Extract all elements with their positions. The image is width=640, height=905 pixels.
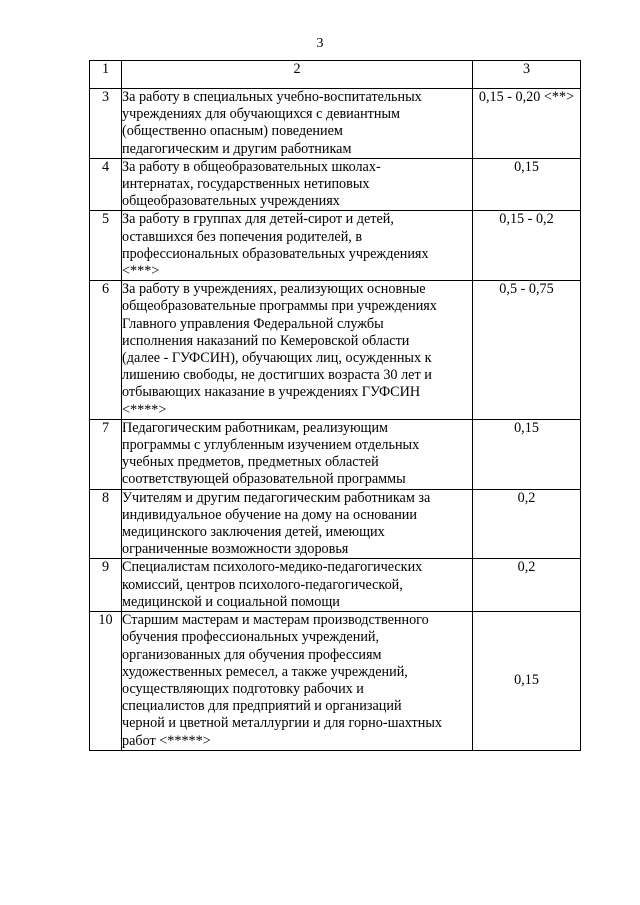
description-line: отбывающих наказание в учреждениях ГУФСИН [122, 384, 421, 401]
description-line: Учителям и другим педагогическим работникам за [122, 489, 431, 506]
description-line: общеобразовательных учреждениях [122, 193, 340, 210]
row-description [122, 489, 473, 559]
row-value: 0,15 - 0,2 [473, 211, 581, 281]
description-line: (общественно опасным) поведением [122, 123, 343, 140]
row-value: 0,2 [473, 489, 581, 559]
row-number: 7 [90, 419, 122, 489]
description-line: программы с углубленным изучением отдельных [122, 437, 420, 454]
table-row [90, 89, 581, 159]
description-line: специалистов для предприятий и организаций [122, 698, 402, 715]
table-row [90, 281, 581, 420]
allowance-table [89, 60, 581, 751]
description-line: ограниченные возможности здоровья [122, 541, 349, 558]
table-row [90, 559, 581, 612]
description-line: За работу в специальных учебно-воспитательных [122, 89, 422, 105]
row-number: 9 [90, 559, 122, 612]
description-line: профессиональных образовательных учреждениях [122, 245, 429, 262]
header-col-2: 2 [122, 61, 473, 89]
row-number: 5 [90, 211, 122, 281]
row-value: 0,5 - 0,75 [473, 281, 581, 420]
table-row [90, 612, 581, 751]
row-value: 0,15 [473, 419, 581, 489]
page-number: 3 [316, 36, 324, 51]
description-line: медицинского заключения детей, имеющих [122, 524, 385, 541]
row-description [122, 211, 473, 281]
row-number: 4 [90, 158, 122, 211]
description-line: художественных ремесел, а также учреждений, [122, 663, 408, 680]
description-line: интернатах, государственных нетиповых [122, 176, 370, 193]
description-line: За работу в группах для детей-сирот и детей, [122, 211, 394, 228]
table-row [90, 489, 581, 559]
description-line: лишению свободы, не достигших возраста 30 лет и [122, 367, 432, 384]
description-line: <***> [122, 263, 160, 280]
description-line: исполнения наказаний по Кемеровской области [122, 332, 410, 349]
table-row [90, 158, 581, 211]
row-number: 10 [90, 612, 122, 751]
description-line: организованных для обучения профессиям [122, 646, 382, 663]
row-description [122, 281, 473, 420]
table-header-row [90, 61, 581, 89]
description-line: работ <*****> [122, 732, 211, 749]
row-description [122, 158, 473, 211]
description-line: осуществляющих подготовку рабочих и [122, 680, 364, 697]
row-description [122, 419, 473, 489]
row-number: 6 [90, 281, 122, 420]
row-value: 0,15 - 0,20 <**> [473, 89, 581, 159]
description-line: индивидуальное обучение на дому на основании [122, 506, 417, 523]
description-line: учреждениях для обучающихся с девиантным [122, 106, 400, 123]
description-line: педагогическим и другим работникам [122, 140, 352, 157]
table-row [90, 211, 581, 281]
row-value: 0,15 [473, 612, 581, 751]
description-line: За работу в учреждениях, реализующих основные [122, 281, 426, 298]
description-line: оставшихся без попечения родителей, в [122, 228, 363, 245]
description-line: Специалистам психолого-медико-педагогических [122, 559, 423, 576]
row-description [122, 89, 473, 159]
description-line: черной и цветной металлургии и для горно-шахтных [122, 715, 442, 732]
description-line: За работу в общеобразовательных школах- [122, 158, 381, 175]
description-line: учебных предметов, предметных областей [122, 454, 379, 471]
row-description [122, 612, 473, 751]
row-value: 0,2 [473, 559, 581, 612]
description-line: обучения профессиональных учреждений, [122, 629, 380, 646]
row-description [122, 559, 473, 612]
row-number: 8 [90, 489, 122, 559]
description-line: Педагогическим работникам, реализующим [122, 419, 389, 436]
row-value: 0,15 [473, 158, 581, 211]
row-number: 3 [90, 89, 122, 159]
header-col-1: 1 [90, 61, 122, 89]
description-line: комиссий, центров психолого-педагогической, [122, 576, 403, 593]
description-line: <****> [122, 401, 167, 418]
description-line: Главного управления Федеральной службы [122, 315, 384, 332]
table-row [90, 419, 581, 489]
description-line: Старшим мастерам и мастерам производственного [122, 612, 429, 629]
description-line: общеобразовательные программы при учреждениях [122, 298, 437, 315]
header-col-3: 3 [473, 61, 581, 89]
description-line: (далее - ГУФСИН), обучающих лиц, осужденных к [122, 350, 432, 367]
description-line: медицинской и социальной помощи [122, 593, 340, 610]
description-line: соответствующей образовательной программы [122, 471, 406, 488]
